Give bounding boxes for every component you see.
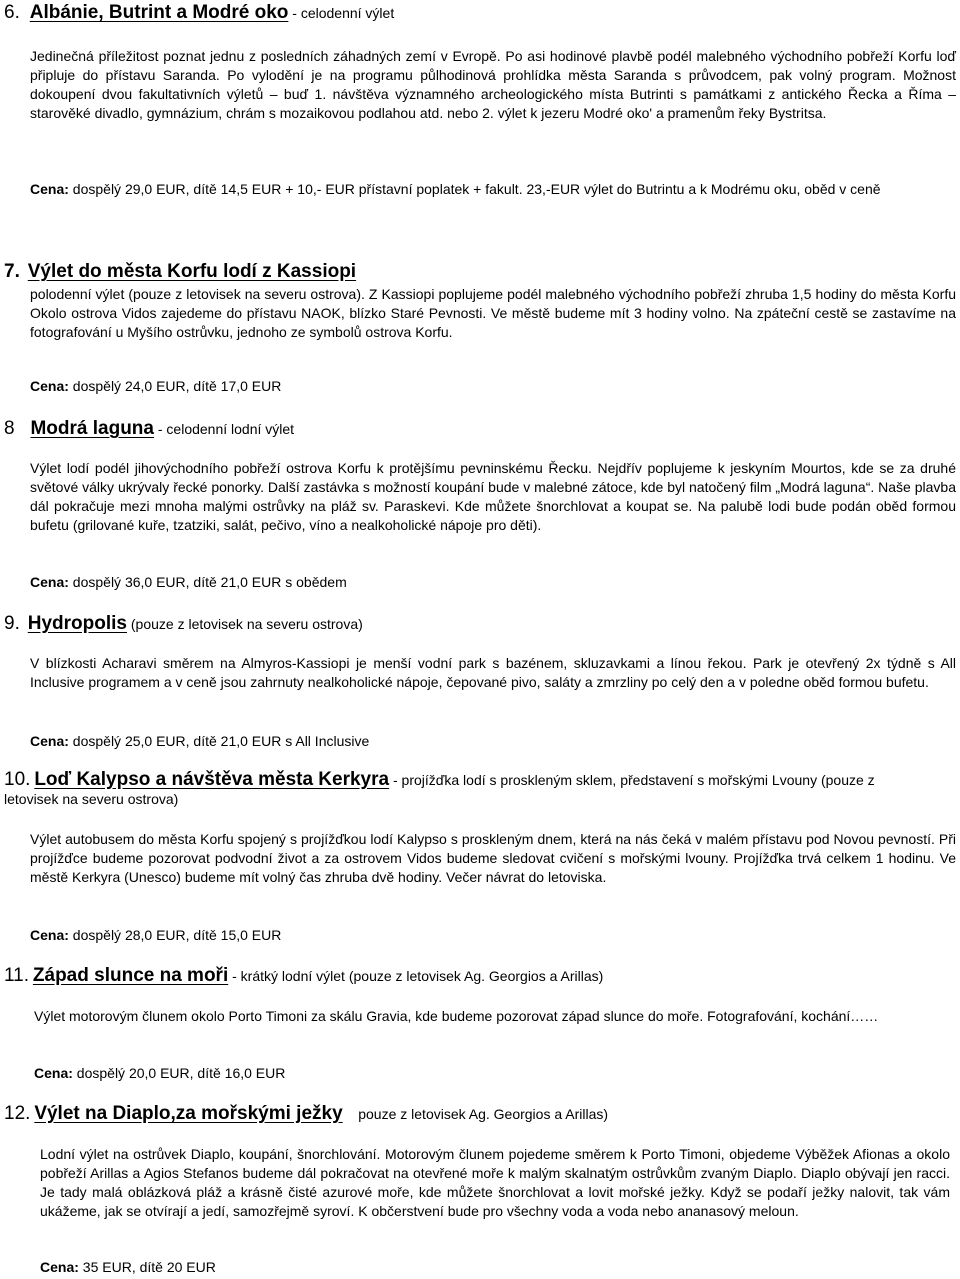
price-line — [30, 180, 956, 199]
price-label: Cena: — [30, 378, 69, 394]
price-line — [30, 377, 281, 396]
section-description: Lodní výlet na ostrůvek Diaplo, koupání, šnorchlování. Motorovým člunem pojedeme směrem k Porto Timoni, objedeme Výběžek Afionas a okolo pobřeží Arillas a Agios Stefanos budeme dál pokračovat na otevřené moře k malým skalnatým ostrůvkům zvaným Diaplo. Diaplo obývají jen racci. Je tady malá oblázková pláž a krásně čisté azurové moře, kde můžete šnorchlovat a lovit mořské ježky. Když se podaří ježky nalovit, tak vám ukážeme, jak se otvírají a jedí, samozřejmě syroví. K občerstvení bude pro všechny voda a voda nebo ananasový meloun. — [40, 1146, 950, 1219]
section-description: polodenní výlet (pouze z letovisek na severu ostrova). Z Kassiopi poplujeme podél malebného východního pobřeží zhruba 1,5 hodiny do města Korfu Okolo ostrova Vidos zajedeme do přístavu NAOK, blízko Staré Pevnosti. Ve městě budeme mít 3 hodiny volno. Na zpáteční cestě se zastavíme na fotografování u Myšího ostrůvku, jednoho ze symbolů ostrova Korfu. — [30, 286, 956, 340]
section-description: Výlet motorovým člunem okolo Porto Timoni za skálu Gravia, kde budeme pozorovat západ slunce do moře. Fotografování, kochání…… — [34, 1008, 879, 1024]
section-title: Výlet do města Korfu lodí z Kassiopi — [27, 261, 357, 282]
section-description: Výlet lodí podél jihovýchodního pobřeží ostrova Korfu k protějšímu pevninskému Řecku. Nejdřív poplujeme k jeskyním Mourtos, kde se za druhé světové války ukrývaly řecké ponorky. Další zastávka s možností koupání bude v malebné zátoce, kde byl natočený film „Modrá laguna“. Naše plavba dál pokračuje mezi mnoha malými ostrůvky na pláž sv. Paraskevi. Kde můžete šnorchlovat a koupat se. Na palubě lodi bude podán oběd formou bufetu (grilované kuře, tzatziki, salát, pečivo, víno a nealkoholické nápoje pro děti). — [30, 460, 956, 533]
price-line — [30, 732, 369, 751]
section-title: Hydropolis — [27, 613, 127, 634]
section-heading — [4, 1104, 608, 1124]
section-subtitle: - krátký lodní výlet (pouze z letovisek Ag. Georgios a Arillas) — [232, 968, 604, 984]
price-label: Cena: — [30, 574, 69, 590]
section-title: Výlet na Diaplo,za mořskými ježky — [34, 1103, 343, 1124]
price-label: Cena: — [34, 1065, 73, 1081]
section-subtitle: (pouze z letovisek na severu ostrova) — [130, 616, 363, 632]
section-number: 12. — [4, 1103, 31, 1124]
price-text: 35 EUR, dítě 20 EUR — [78, 1259, 216, 1275]
section-number: 10. — [4, 769, 31, 790]
section-heading — [4, 770, 904, 809]
section-subtitle: - projížďka lodí s proskleným sklem, představení s mořskými Lvouny (pouze z letovisek na severu ostrova) — [4, 772, 875, 807]
section-title: Modrá laguna — [30, 418, 154, 439]
price-text: dospělý 24,0 EUR, dítě 17,0 EUR — [68, 378, 282, 394]
section-heading — [4, 614, 363, 634]
section-description: Výlet autobusem do města Korfu spojený s projížďkou lodí Kalypso s proskleným dnem, která na nás čeká v malém přístavu pod Novou pevností. Při projížďce budeme pozorovat podvodní život a za ostrovem Vidos budeme sledovat cvičení s mořskými lvouny. Projížďka trvá celkem 1 hodinu. Ve městě Kerkyra (Unesco) budeme mít volný čas zhruba dvě hodiny. Večer návrat do letoviska. — [30, 831, 956, 885]
section-number: 7. — [4, 261, 20, 282]
price-line — [30, 926, 281, 945]
section-title: Loď Kalypso a návštěva města Kerkyra — [34, 769, 390, 790]
section-number: 6. — [4, 2, 20, 23]
section-title: Západ slunce na moři — [32, 965, 229, 986]
section-subtitle: - celodenní výlet — [292, 5, 395, 21]
price-text: dospělý 28,0 EUR, dítě 15,0 EUR — [68, 927, 282, 943]
price-label: Cena: — [30, 181, 69, 197]
section-title: Albánie, Butrint a Modré oko — [29, 2, 289, 23]
price-text: dospělý 29,0 EUR, dítě 14,5 EUR + 10,- EUR přístavní poplatek + fakult. 23,-EUR výlet do Butrintu a k Modrému oku, oběd v ceně — [68, 181, 881, 197]
section-heading — [4, 419, 294, 439]
section-description: V blízkosti Acharavi směrem na Almyros-Kassiopi je menší vodní park s bazénem, skluzavkami a línou řekou. Park je otevřený 2x týdně s All Inclusive programem a v ceně jsou zahrnuty nealkoholické nápoje, čepované pivo, saláty a zmrzliny po celý den a v poledne oběd formou bufetu. — [30, 655, 956, 690]
section-description: Jedinečná příležitost poznat jednu z posledních záhadných zemí v Evropě. Po asi hodinové plavbě podél malebného východního pobřeží Korfu loď připluje do přístavu Saranda. Po vylodění je na programu půlhodinová prohlídka města Saranda s průvodcem, pak volný program. Možnost dokoupení dvou fakultativních výletů – buď 1. návštěva významného archeologického místa Butrinti s památkami z antického Řecka a Říma – starověké divadlo, gymnázium, chrám s mozaikovou podlahou atd. nebo 2. výlet k jezeru Modré oko' a pramenům řeky Bystritsa. — [30, 48, 956, 121]
price-text: dospělý 20,0 EUR, dítě 16,0 EUR — [72, 1065, 286, 1081]
section-number: 11. — [4, 965, 30, 986]
price-label: Cena: — [30, 733, 69, 749]
price-text: dospělý 25,0 EUR, dítě 21,0 EUR s All Inclusive — [68, 733, 370, 749]
price-text: dospělý 36,0 EUR, dítě 21,0 EUR s obědem — [68, 574, 347, 590]
price-line — [34, 1064, 285, 1083]
section-subtitle: pouze z letovisek Ag. Georgios a Arillas) — [346, 1106, 609, 1122]
section-subtitle: - celodenní lodní výlet — [157, 421, 295, 437]
section-heading — [4, 966, 603, 986]
price-label: Cena: — [30, 927, 69, 943]
section-number: 9. — [4, 613, 20, 634]
price-line — [30, 573, 347, 592]
price-line — [40, 1258, 216, 1277]
section-heading — [4, 262, 356, 282]
section-number: 8 — [4, 418, 15, 439]
price-label: Cena: — [40, 1259, 79, 1275]
section-heading — [4, 3, 394, 23]
